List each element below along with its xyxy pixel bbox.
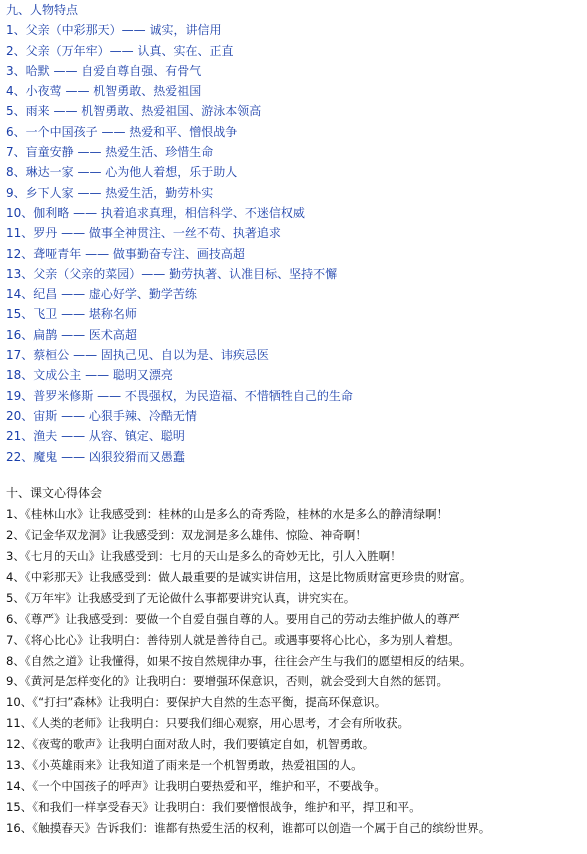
- character-item: 20、宙斯 —— 心狠手辣、冷酷无情: [6, 408, 197, 423]
- reflection-item: 16、《触摸春天》告诉我们：谁都有热爱生活的权利，谁都可以创造一个属于自己的缤纷世界。: [6, 821, 491, 835]
- character-item: 9、乡下人家 —— 热爱生活，勤劳朴实: [6, 185, 214, 200]
- reflection-item: 9、《黄河是怎样变化的》让我明白：要增强环保意识，否则，就会受到大自然的惩罚。: [6, 674, 449, 689]
- reflection-item: 7、《将心比心》让我明白：善待别人就是善待自己。或遇事要将心比心，多为别人着想。: [6, 632, 460, 647]
- reflection-item: 5、《万年牢》让我感受到了无论做什么事都要讲究认真，讲究实在。: [6, 590, 356, 605]
- reflection-item: 15、《和我们一样享受春天》让我明白：我们要憎恨战争，维护和平，捍卫和平。: [6, 800, 421, 815]
- character-item: 12、聋哑青年 —— 做事勤奋专注、画技高超: [6, 246, 245, 261]
- character-item: 11、罗丹 —— 做事全神贯注、一丝不苟、执著追求: [6, 226, 281, 241]
- reflection-item: 12、《夜莺的歌声》让我明白面对敌人时，我们要镇定自如，机智勇敢。: [6, 737, 375, 752]
- reflection-item: 6、《尊严》让我感受到：要做一个自爱自强自尊的人。要用自己的劳动去维护做人的尊严: [6, 611, 460, 626]
- reflection-item: 1、《桂林山水》让我感受到：桂林的山是多么的奇秀险，桂林的水是多么的静清绿啊！: [6, 506, 449, 521]
- character-item: 17、蔡桓公 —— 固执己见、自以为是、讳疾忌医: [6, 348, 269, 363]
- reflection-item: 13、《小英雄雨来》让我知道了雨来是一个机智勇敢，热爱祖国的人。: [6, 758, 363, 773]
- character-item: 19、普罗米修斯 —— 不畏强权，为民造福、不惜牺牲自己的生命: [6, 388, 353, 403]
- reflection-item: 2、《记金华双龙洞》让我感受到：双龙洞是多么雄伟、惊险、神奇啊！: [6, 527, 367, 542]
- reflection-item: 11、《人类的老师》让我明白：只要我们细心观察，用心思考，才会有所收获。: [6, 716, 410, 731]
- character-item: 6、一个中国孩子 —— 热爱和平、憎恨战争: [6, 124, 238, 139]
- character-item: 18、文成公主 —— 聪明又漂亮: [6, 368, 173, 383]
- character-item: 7、盲童安静 —— 热爱生活、珍惜生命: [6, 145, 214, 160]
- section-character-traits: [6, 0, 581, 467]
- character-item: 8、琳达一家 —— 心为他人着想，乐于助人: [6, 165, 238, 180]
- section-heading: 九、人物特点: [6, 3, 79, 17]
- character-item: 13、父亲（父亲的菜园）—— 勤劳执著、认准目标、坚持不懈: [6, 266, 338, 281]
- character-item: 2、父亲（万年牢）—— 认真、实在、正直: [6, 43, 234, 58]
- character-item: 21、渔夫 —— 从容、镇定、聪明: [6, 429, 185, 444]
- reflection-item: 3、《七月的天山》让我感受到：七月的天山是多么的奇妙无比，引人入胜啊！: [6, 548, 402, 563]
- reflection-item: 4、《中彩那天》让我感受到：做人最重要的是诚实讲信用，这是比物质财富更珍贵的财富。: [6, 569, 472, 584]
- character-item: 10、伽利略 —— 执着追求真理，相信科学、不迷信权威: [6, 205, 305, 220]
- section-heading: 十、课文心得体会: [6, 486, 103, 500]
- reflection-item: 14、《一个中国孩子的呼声》让我明白要热爱和平，维护和平，不要战争。: [6, 779, 386, 794]
- character-item: 5、雨来 —— 机智勇敢、热爱祖国、游泳本领高: [6, 104, 262, 119]
- reflection-item: 10、《“打扫”森林》让我明白：要保护大自然的生态平衡，提高环保意识。: [6, 695, 387, 710]
- character-item: 4、小夜莺 —— 机智勇敢、热爱祖国: [6, 84, 202, 99]
- character-item: 22、魔鬼 —— 凶狠狡猾而又愚蠢: [6, 449, 185, 464]
- character-item: 15、飞卫 —— 堪称名师: [6, 307, 137, 322]
- section-reflections: [6, 483, 584, 839]
- reflection-item: 8、《自然之道》让我懂得，如果不按自然规律办事，往往会产生与我们的愿望相反的结果。: [6, 653, 472, 668]
- character-item: 3、哈默 —— 自爱自尊自强、有骨气: [6, 63, 202, 78]
- character-item: 14、纪昌 —— 虚心好学、勤学苦练: [6, 287, 197, 302]
- character-item: 1、父亲（中彩那天）—— 诚实，讲信用: [6, 23, 222, 38]
- character-item: 16、扁鹊 —— 医术高超: [6, 327, 137, 342]
